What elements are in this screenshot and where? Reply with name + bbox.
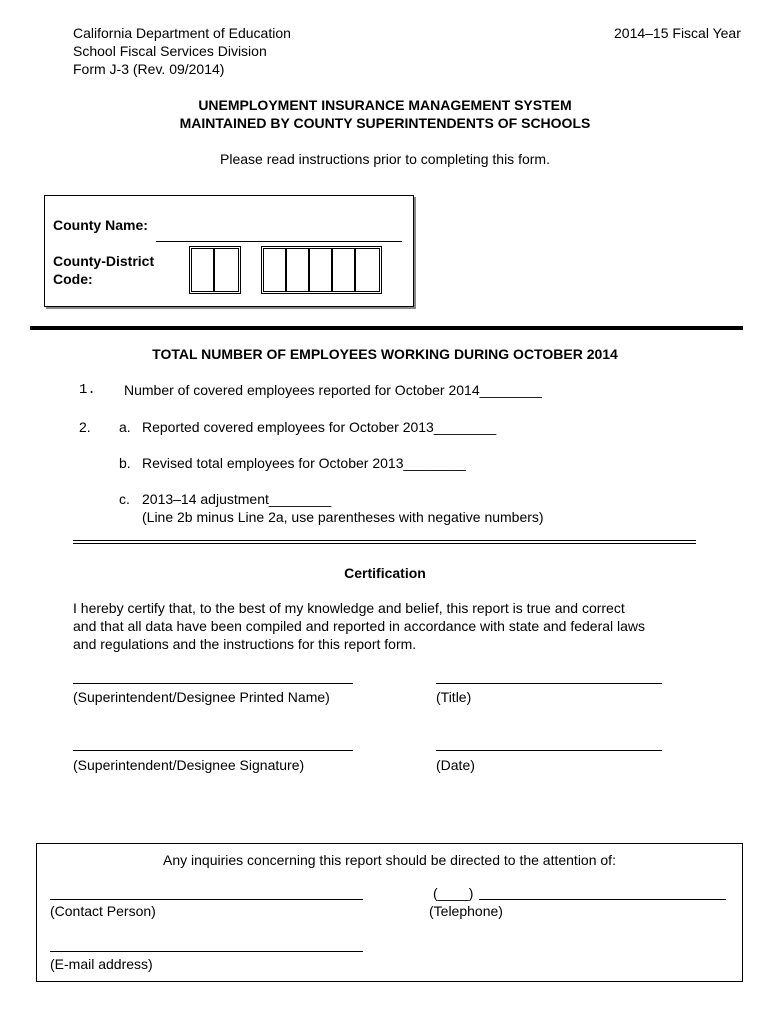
contact-person-label: (Contact Person) — [50, 903, 156, 919]
county-name-label: County Name: — [53, 217, 148, 233]
divider-top — [73, 540, 696, 541]
signature-label: (Superintendent/Designee Signature) — [73, 757, 305, 773]
county-code-digit[interactable] — [215, 249, 238, 291]
form-title-line1: UNEMPLOYMENT INSURANCE MANAGEMENT SYSTEM — [198, 97, 572, 113]
date-label: (Date) — [436, 757, 475, 773]
telephone-label: (Telephone) — [429, 903, 503, 919]
district-code-digit[interactable] — [287, 249, 310, 291]
district-code-digit[interactable] — [356, 249, 379, 291]
item2b-letter: b. — [119, 455, 131, 471]
item1-text[interactable]: Number of covered employees reported for October 2014________ — [124, 382, 542, 398]
telephone-field[interactable] — [479, 899, 726, 900]
inquiries-heading: Any inquiries concerning this report should be directed to the attention of: — [163, 852, 616, 868]
county-code-digit[interactable] — [192, 249, 215, 291]
printed-name-field[interactable] — [73, 683, 353, 684]
district-code-field[interactable] — [261, 246, 382, 294]
item2b-text[interactable]: Revised total employees for October 2013________ — [142, 455, 466, 471]
email-label: (E-mail address) — [50, 956, 153, 972]
division-name: School Fiscal Services Division — [73, 43, 267, 59]
county-name-field[interactable] — [156, 241, 402, 242]
certification-text-1: I hereby certify that, to the best of my knowledge and belief, this report is true and correct — [73, 600, 625, 616]
item2a-letter: a. — [119, 419, 131, 435]
district-code-digit[interactable] — [310, 249, 333, 291]
title-label: (Title) — [436, 689, 472, 705]
section-heading: TOTAL NUMBER OF EMPLOYEES WORKING DURING OCTOBER 2014 — [152, 346, 618, 362]
district-code-digit[interactable] — [333, 249, 356, 291]
signature-field[interactable] — [73, 750, 353, 751]
county-info-box — [44, 195, 414, 307]
fiscal-year: 2014–15 Fiscal Year — [614, 25, 741, 41]
item2-number: 2. — [79, 419, 91, 435]
district-code-digit[interactable] — [264, 249, 287, 291]
certification-text-3: and regulations and the instructions for this report form. — [73, 636, 417, 652]
item2c-letter: c. — [119, 491, 130, 507]
certification-text-2: and that all data have been compiled and reported in accordance with state and federal laws — [73, 618, 646, 634]
contact-person-field[interactable] — [50, 899, 363, 900]
printed-name-label: (Superintendent/Designee Printed Name) — [73, 689, 330, 705]
form-id: Form J-3 (Rev. 09/2014) — [73, 61, 225, 77]
telephone-area-code[interactable]: (____) — [433, 885, 474, 901]
county-code-field[interactable] — [189, 246, 241, 294]
email-field[interactable] — [50, 951, 363, 952]
date-field[interactable] — [436, 750, 662, 751]
item1-number: 1. — [79, 382, 96, 398]
instructions-note: Please read instructions prior to completing this form. — [220, 151, 550, 167]
agency-name: California Department of Education — [73, 25, 291, 41]
county-code-label-line1: County-District — [53, 253, 155, 269]
item2a-text[interactable]: Reported covered employees for October 2013________ — [142, 419, 497, 435]
divider-bottom — [73, 543, 696, 544]
item2c-text[interactable]: 2013–14 adjustment________ — [142, 491, 332, 507]
form-title-line2: MAINTAINED BY COUNTY SUPERINTENDENTS OF SCHOOLS — [179, 115, 591, 131]
item2c-note: (Line 2b minus Line 2a, use parentheses with negative numbers) — [142, 509, 544, 525]
inquiries-box — [36, 843, 743, 982]
section-divider — [30, 326, 743, 330]
county-code-label-line2: Code: — [53, 271, 93, 287]
certification-heading: Certification — [344, 565, 426, 581]
title-field[interactable] — [436, 683, 662, 684]
